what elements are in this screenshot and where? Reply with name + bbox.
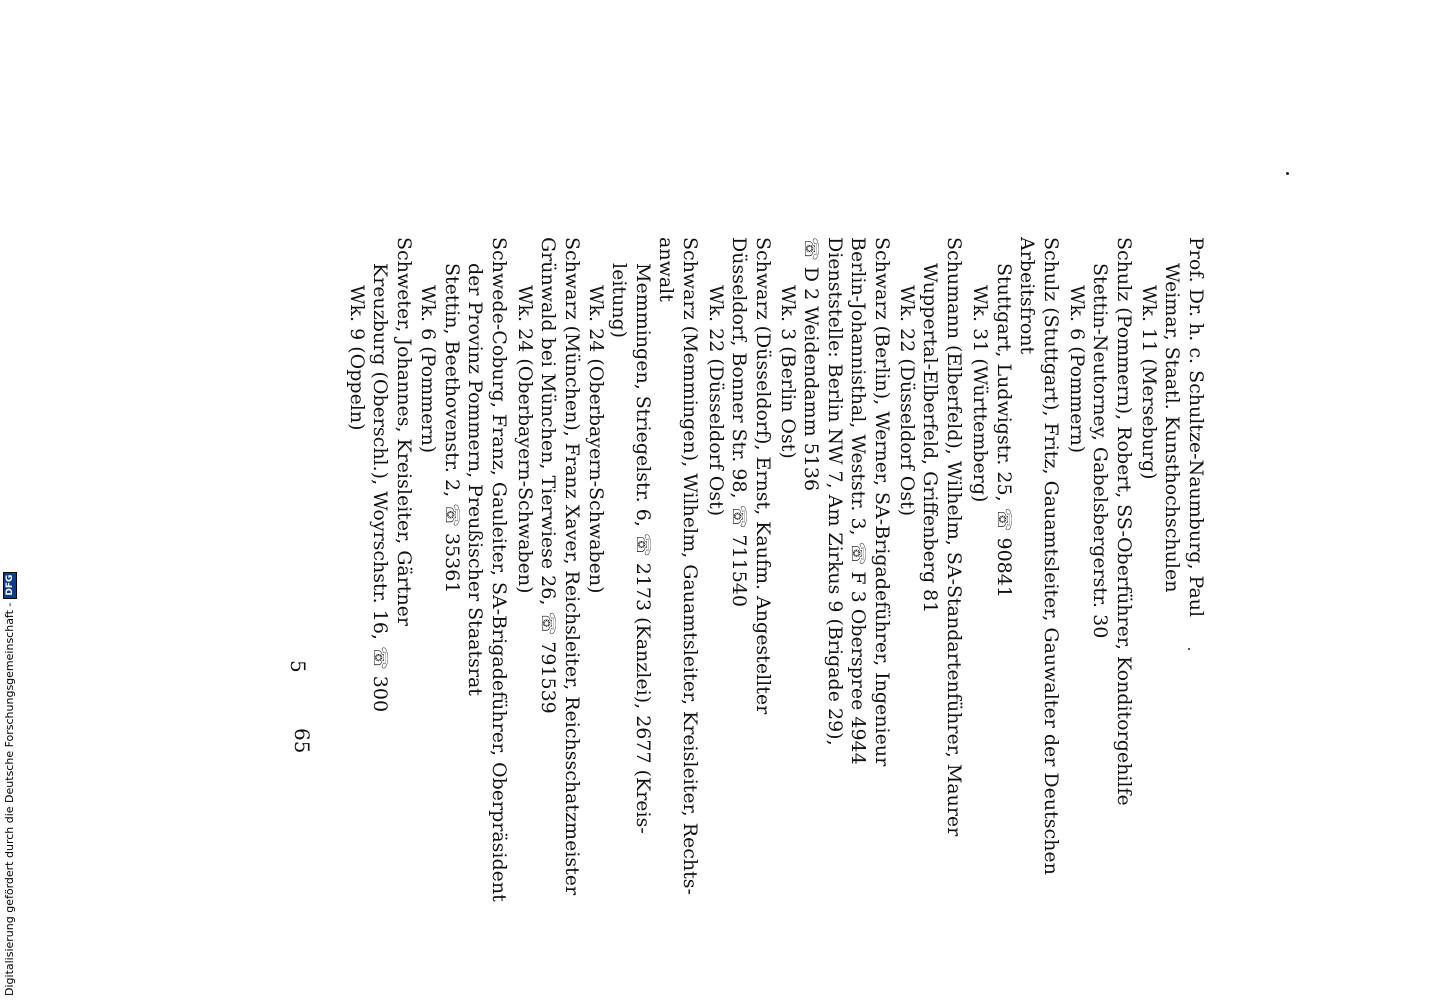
entry-line: Wk. 22 (Düsseldorf Ost): [896, 285, 918, 517]
signature-mark-text: 5: [286, 660, 310, 673]
entry-line: Dienststelle: Berlin NW 7, Am Zirkus 9 (Brigade 29),: [824, 237, 846, 746]
entry-line: Stettin, Beethovenstr. 2, ☏ 35361: [441, 263, 463, 594]
signature-mark: [286, 660, 310, 673]
entry-line: Wk. 24 (Oberbayern-Schwaben): [585, 285, 607, 594]
entry-line: Wk. 3 (Berlin Ost): [777, 285, 799, 459]
entry-line: Schulz (Pommern), Robert, SS-Oberführer, Konditorgehilfe: [1113, 237, 1135, 806]
entry-line: Weimar, Staatl. Kunsthochschulen: [1161, 263, 1184, 593]
funding-notice: [2, 574, 18, 996]
entry-line: Düsseldorf, Bonner Str. 98, ☏ 711540: [728, 237, 751, 607]
entry-line: Schwarz (München), Franz Xaver, Reichsleiter, Reichsschatzmeister: [561, 237, 583, 896]
entry-line: Schulz (Stuttgart), Fritz, Gauamtsleiter, Gauwalter der Deutschen: [1040, 237, 1062, 875]
dfg-logo: DFG: [3, 572, 17, 599]
scan-speck: [1188, 648, 1190, 650]
entry-line: Wk. 9 (Oppeln): [346, 285, 368, 431]
entry-line: Arbeitsfront: [1016, 237, 1039, 355]
entry-line: Stuttgart, Ludwigstr. 25, ☏ 90841: [993, 263, 1015, 598]
entry-schwede-coburg: [416, 237, 510, 937]
entry-line: Wk. 31 (Württemberg): [969, 285, 992, 503]
entry-line: Schwarz (Düsseldorf), Ernst, Kaufm. Angestellter: [752, 237, 774, 715]
entry-schulz-pommern: [1065, 237, 1136, 937]
entry-line: Wk. 22 (Düsseldorf Ost): [705, 285, 727, 517]
entry-line: Wk. 11 (Merseburg): [1138, 285, 1160, 480]
digitization-sidebar: [0, 574, 20, 996]
entry-line: Prof. Dr. h. c. Schultze-Naumburg, Paul: [1185, 237, 1207, 618]
entry-line: Schumann (Elberfeld), Wilhelm, SA-Standartenführer, Maurer: [943, 237, 965, 837]
entry-line: Schweter, Johannes, Kreisleiter, Gärtner: [393, 237, 415, 627]
entry-line: Schwede-Coburg, Franz, Gauleiter, SA-Brigadeführer, Oberpräsident: [488, 237, 510, 902]
page-number-text: 65: [290, 728, 314, 754]
entry-line: Grünwald bei München, Tierwiese 26, ☏ 791539: [537, 237, 560, 714]
entry-line: Schwarz (Berlin), Werner, SA-Brigadeführer, Ingenieur: [871, 237, 893, 767]
entry-schumann: [895, 237, 966, 937]
entry-schwarz-berlin: [776, 237, 894, 937]
entry-schwarz-duesseldorf: [704, 237, 775, 937]
entry-line: Memmingen, Striegelstr. 6, ☏ 2173 (Kanzlei), 2677 (Kreis-: [632, 263, 654, 834]
entry-schulz-stuttgart: [968, 237, 1062, 937]
entry-line: Berlin-Johannisthal, Weststr. 3, ☏ F 3 Oberspree 4944: [847, 237, 870, 765]
funding-notice-text: Digitalisierung gefördert durch die Deutsche Forschungsgemeinschaft -: [3, 602, 16, 996]
entry-line: der Provinz Pommern, Preußischer Staatsrat: [464, 263, 487, 696]
document-page: [327, 237, 1207, 937]
entry-schultze-naumburg: [1137, 237, 1208, 937]
entry-line: Schwarz (Memmingen), Wilhelm, Gauamtsleiter, Kreisleiter, Rechts-: [679, 237, 701, 895]
entry-line: Kreuzburg (Oberschl.), Woyrschstr. 16, ☏ 300: [369, 263, 392, 713]
entry-line: anwalt: [655, 237, 678, 302]
entry-line: ☏ D 2 Weidendamm 5136: [800, 237, 823, 492]
entry-schwarz-memmingen: [584, 237, 702, 937]
entry-line: Wk. 6 (Pommern): [417, 285, 440, 454]
entry-line: Wuppertal-Elberfeld, Griffenberg 81: [919, 263, 942, 614]
entry-line: Stettin-Neutorney, Gabelsbergerstr. 30: [1089, 263, 1112, 639]
entry-line: Wk. 6 (Pommern): [1066, 285, 1088, 454]
page-number: [290, 728, 314, 753]
entry-schweter: [345, 237, 416, 937]
scan-speck: [1286, 172, 1289, 175]
entry-line: Wk. 24 (Oberbayern-Schwaben): [514, 285, 536, 594]
entry-schwarz-muenchen: [513, 237, 584, 937]
entry-line: leitung): [608, 263, 631, 339]
